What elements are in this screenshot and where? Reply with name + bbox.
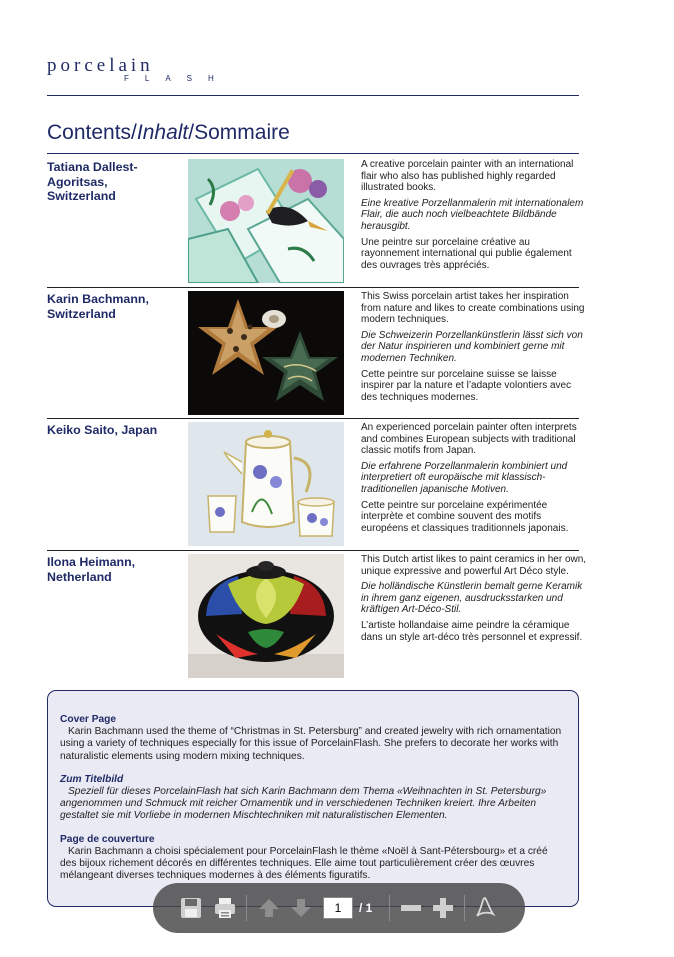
cover-title-german: Zum Titelbild — [60, 773, 124, 785]
pdf-toolbar — [153, 883, 525, 933]
description-english: An experienced porcelain painter often interprets and combines European subjects with traditional classic motifs from Japan. — [361, 422, 577, 457]
cover-title-french: Page de couverture — [60, 833, 155, 845]
contents-entry — [47, 551, 587, 683]
description-french: L’artiste hollandaise aime peindre la céramique dans un style art-déco très personnel et expressif. — [361, 619, 583, 643]
minus-icon[interactable] — [399, 896, 423, 920]
artist-name: Karin Bachmann, Switzerland — [47, 292, 149, 321]
description-german: Die erfahrene Porzellanmalerin kombiniert und interpretiert oft europäische mit klassisch-traditionellen japanische Motiven. — [361, 460, 568, 495]
title-german: Inhalt — [136, 121, 189, 144]
save-icon[interactable] — [179, 896, 203, 920]
star-jewelry-photo — [188, 291, 344, 415]
acrobat-icon[interactable] — [473, 896, 497, 920]
cover-text-french: Karin Bachmann a choisi spécialement pour PorcelainFlash le thème «Noël à Sant-Pétersbourg» et a créé des bijoux richement décorés en différentes techniques. Elle aime tout particulièrement créer des œuvres mélangeant diverses techniques modernes à des éléments figuratifs. — [60, 845, 548, 882]
artist-name: Keiko Saito, Japan — [47, 423, 158, 437]
title-english: Contents/ — [47, 121, 137, 144]
art-deco-bowl-photo — [188, 554, 344, 678]
cover-text-english: Karin Bachmann used the theme of “Christmas in St. Petersburg” and created jewelry with rich ornamentation using a variety of techniques especially for this issue of PorcelainFlash. She prefers to decorate her works with naturalistic elements using modern mixing techniques. — [60, 726, 562, 762]
page-total: / 1 — [359, 901, 373, 915]
description-french: Cette peintre sur porcelaine expérimentée interprète et combine souvent des motifs européens et classiques traditionnels japonais. — [361, 499, 569, 534]
entry-description — [361, 422, 587, 538]
toolbar-separator — [464, 895, 465, 921]
logo-sub: FLASH — [124, 74, 230, 83]
porcelain-plates-photo — [188, 159, 344, 283]
description-german: Die holländische Künstlerin bemalt gerne Keramik in ihrem ganz eigenen, ausdrucksstarken und kräftigen Art-Déco-Stil. — [361, 581, 583, 616]
contents-entry — [47, 156, 584, 287]
description-english: This Dutch artist likes to paint ceramics in her own, unique expressive and powerful Art Déco style. — [361, 554, 587, 577]
entry-description — [361, 554, 587, 647]
print-icon[interactable] — [213, 896, 237, 920]
tea-set-photo — [188, 422, 344, 546]
contents-entry — [47, 419, 579, 550]
header-rule — [47, 95, 579, 96]
page-number-input[interactable]: 1 — [323, 897, 353, 919]
arrow-down-icon[interactable] — [289, 896, 313, 920]
entry-description — [361, 159, 587, 275]
page-title — [47, 121, 290, 145]
title-french: /Sommaire — [188, 121, 290, 144]
cover-page-box — [47, 690, 579, 907]
artist-name: Tatiana Dallest-Agoritsas, Switzerland — [47, 160, 138, 203]
description-german: Die Schweizerin Porzellankünstlerin lässt sich von der Natur inspirieren und kombiniert gerne mit modernen Techniken. — [361, 329, 583, 364]
cover-title-english: Cover Page — [60, 714, 117, 725]
logo — [47, 55, 230, 83]
description-english: This Swiss porcelain artist takes her inspiration from nature and likes to create combinations using modern techniques. — [361, 291, 585, 326]
description-french: Cette peintre sur porcelaine suisse se laisse inspirer par la nature et l’adapte volontiers avec des techniques modernes. — [361, 368, 572, 403]
plus-icon[interactable] — [431, 896, 455, 920]
arrow-up-icon[interactable] — [257, 896, 281, 920]
entry-description — [361, 291, 587, 407]
toolbar-separator — [246, 895, 247, 921]
title-rule — [47, 153, 579, 154]
description-german: Eine kreative Porzellanmalerin mit internationalem Flair, die auch noch vielbeachtete Bildbände herausgibt. — [361, 197, 584, 232]
description-english: A creative porcelain painter with an international flair who also has published highly regarded illustrated books. — [361, 159, 574, 194]
description-french: Une peintre sur porcelaine créative au rayonnement international qui publie également des ouvrages très appréciés. — [361, 236, 572, 271]
contents-entry — [47, 288, 585, 418]
logo-main: porcelain — [47, 55, 154, 76]
toolbar-separator — [389, 895, 390, 921]
artist-name: Ilona Heimann, Netherland — [47, 555, 136, 584]
cover-text-german: Speziell für dieses PorcelainFlash hat sich Karin Bachmann dem Thema «Weihnachten in St. Petersburg» angenommen und Schmuck mit reicher Ornamentik und in verschiedenen Techniken kreiert. Ihre Arbeiten gestaltet sie mit Vorliebe in modernen Mischtechniken mit naturalistischen Elementen. — [60, 785, 547, 822]
